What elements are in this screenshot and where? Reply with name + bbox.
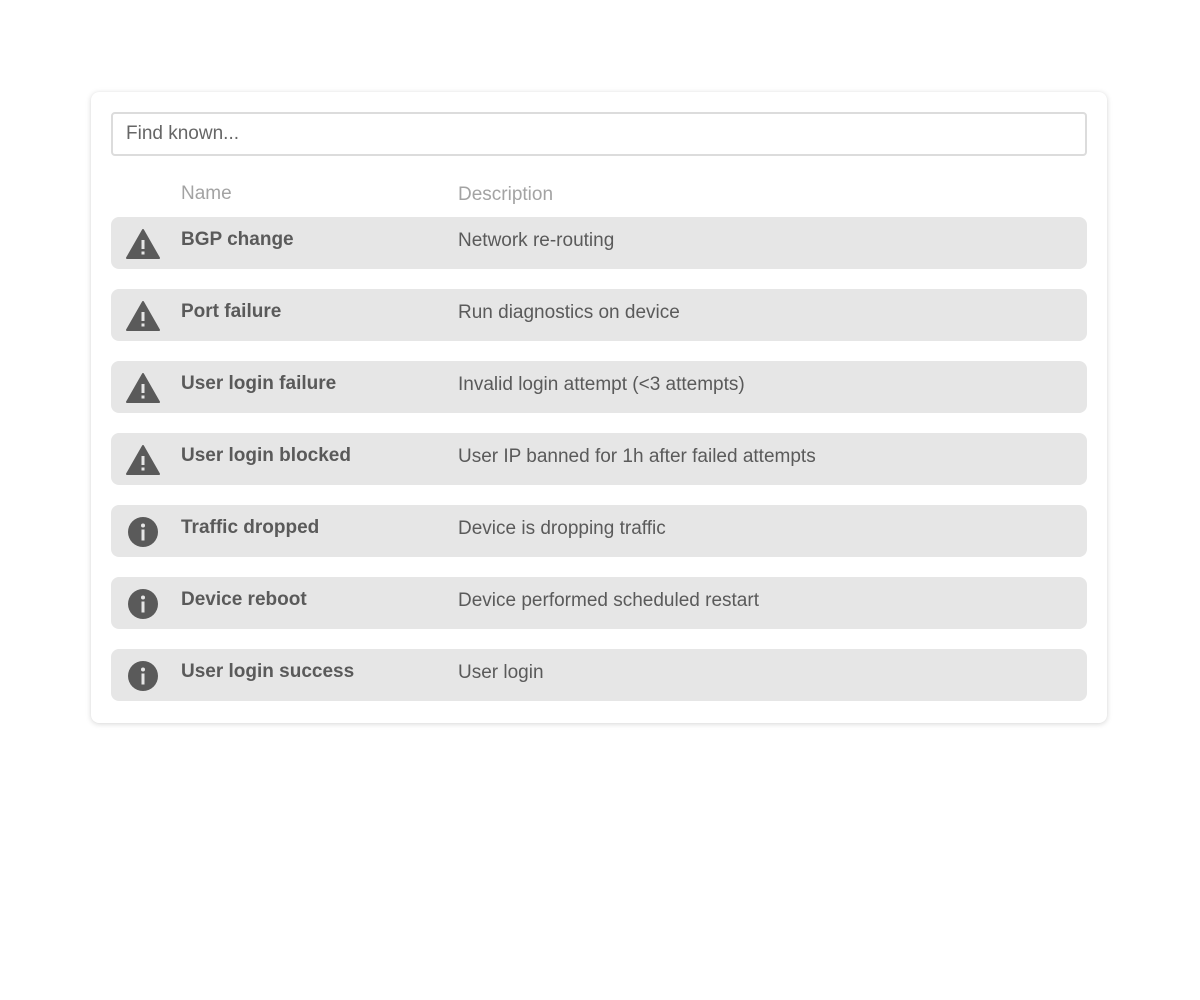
- info-icon: [125, 587, 161, 621]
- info-icon: [125, 659, 161, 693]
- event-name: BGP change: [181, 229, 294, 250]
- info-icon: [125, 515, 161, 549]
- event-name: User login failure: [181, 373, 337, 394]
- warning-icon: [125, 443, 161, 477]
- event-description: Network re-routing: [458, 230, 615, 251]
- event-description: Invalid login attempt (<3 attempts): [458, 374, 745, 395]
- table-row[interactable]: [111, 649, 1087, 701]
- column-header-name: Name: [181, 183, 232, 204]
- table-row[interactable]: [111, 433, 1087, 485]
- event-name: Port failure: [181, 301, 282, 322]
- event-description: Device is dropping traffic: [458, 518, 666, 539]
- warning-icon: [125, 299, 161, 333]
- warning-icon: [125, 227, 161, 261]
- table-row[interactable]: [111, 289, 1087, 341]
- table-row[interactable]: [111, 361, 1087, 413]
- event-name: User login success: [181, 661, 355, 682]
- table-row[interactable]: [111, 577, 1087, 629]
- event-description: User IP banned for 1h after failed attempts: [458, 446, 816, 467]
- column-header-description: Description: [458, 184, 554, 205]
- search-input[interactable]: [111, 112, 1087, 156]
- known-events-card: [91, 92, 1107, 723]
- event-list: [111, 217, 1087, 701]
- event-description: User login: [458, 662, 544, 683]
- table-row[interactable]: [111, 505, 1087, 557]
- event-name: User login blocked: [181, 445, 351, 466]
- table-row[interactable]: [111, 217, 1087, 269]
- event-description: Run diagnostics on device: [458, 302, 680, 323]
- event-name: Traffic dropped: [181, 517, 320, 538]
- warning-icon: [125, 371, 161, 405]
- table-header: [111, 156, 1087, 217]
- event-description: Device performed scheduled restart: [458, 590, 759, 611]
- event-name: Device reboot: [181, 589, 307, 610]
